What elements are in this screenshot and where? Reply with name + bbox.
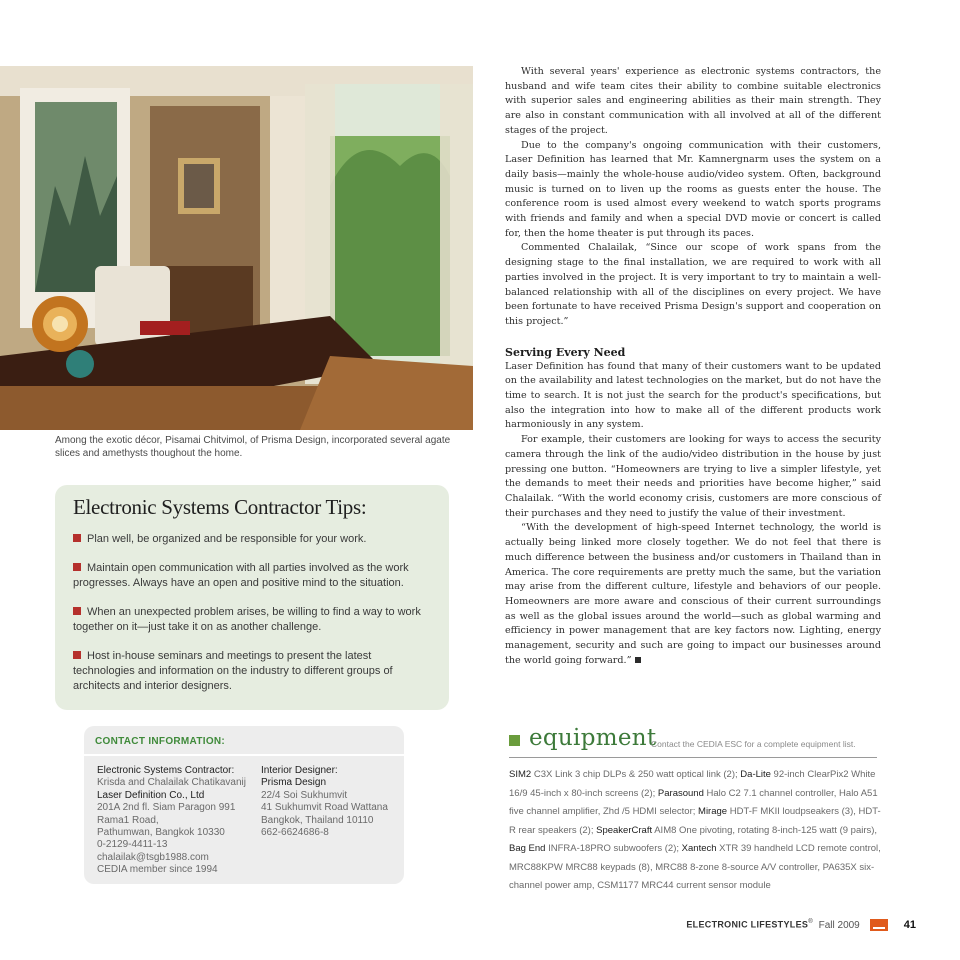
page-number: 41 — [903, 919, 916, 931]
contractor-email[interactable]: chalailak@tsgb1988.com — [97, 851, 209, 863]
equipment-text: Halo C2 7.1 channel controller, Halo A51 five channel amplifier, Zhd /5 HDMI selector; — [509, 787, 878, 817]
tips-title: Electronic Systems Contractor Tips: — [73, 495, 367, 519]
equipment-list — [509, 766, 881, 896]
brand-name: Bag End — [509, 843, 546, 854]
square-bullet-icon — [73, 651, 81, 659]
tip-text: Maintain open communication with all parties involved as the work progresses. Always have an open and positive mind to the situation. — [73, 562, 409, 589]
article-paragraph: With several years' experience as electronic systems contractors, the husband and wife team cites their ability to combine suitable electronics with superior sales and engineering abilities as their main strength. They are also in constant communication with all involved at all of the different stages of the project. — [505, 66, 881, 136]
magazine-title: ELECTRONIC LIFESTYLES — [686, 919, 809, 930]
contact-divider — [84, 754, 404, 756]
contractor-names: Krisda and Chalailak Chatikavanij — [97, 777, 246, 789]
tips-box — [55, 485, 449, 710]
article-paragraph — [505, 521, 881, 668]
contractor-address: 201A 2nd fl. Siam Paragon 991 — [97, 802, 236, 814]
tip-text: Host in-house seminars and meetings to present the latest technologies and information on the industry to different groups of architects and interior designers. — [73, 650, 393, 692]
equipment-subtitle: Contact the CEDIA ESC for a complete equipment list. — [651, 739, 856, 749]
square-bullet-icon — [509, 735, 520, 746]
equipment-title: equipment — [529, 725, 657, 751]
registered-mark: ® — [808, 919, 813, 926]
designer-company: Prisma Design — [261, 777, 327, 789]
designer-contact — [261, 765, 401, 839]
living-room-illustration — [0, 66, 473, 430]
designer-role: Interior Designer: — [261, 765, 338, 776]
article-paragraph: Laser Definition has found that many of their customers want to be updated on the availability and latest technologies on the market, but do not have the time to search. It is not just the search for the product's specifications, but also the integration into how to make all of the different products work harmoniously in any system. — [505, 360, 881, 431]
brand-name: SIM2 — [509, 769, 532, 780]
end-mark-icon — [635, 657, 641, 663]
brand-name: Parasound — [657, 787, 704, 799]
tip-item — [73, 532, 431, 547]
photo-caption: Among the exotic décor, Pisamai Chitvimol, of Prisma Design, incorporated several agate slices and amethysts thoughout the home. — [55, 435, 451, 459]
brand-name: Mirage — [698, 806, 728, 817]
designer-address: Bangkok, Thailand 10110 — [261, 814, 374, 826]
contractor-contact — [97, 765, 257, 877]
magazine-name — [686, 919, 812, 930]
equipment-text: XTR 39 handheld LCD remote control, MRC88KPW MRC88 keypads (8), MRC88 8-zone 8-source A/V controller, PA635X six-channel power amp, CSM1177 MRC44 current sensor module — [509, 843, 881, 891]
article-paragraph: Commented Chalailak, “Since our scope of work spans from the designing stage to the final installation, we are required to work with all parties involved in the project. It is very important to try to maintain a well-balanced relationship with all of the disciplines on every project. We have been fortunate to have received Prisma Design's support and cooperation on this project.” — [505, 242, 881, 327]
square-bullet-icon — [73, 534, 81, 542]
tip-item — [73, 605, 431, 635]
equipment-text: HDT-F MKII loudpseakers (3), HDT-R rear speakers (2); — [509, 806, 881, 836]
contractor-phone: 0-2129-4411-13 — [97, 839, 168, 851]
designer-address: 41 Sukhumvit Road Wattana — [261, 802, 388, 814]
living-room-photo — [0, 66, 473, 430]
equipment-text: 92-inch ClearPix2 White 16/9 45-inch x 80-inch screens (2); — [509, 769, 876, 799]
article-paragraph: For example, their customers are looking for ways to access the security camera through the link of the audio/video distribution in the house by just pressing one button. “Homeowners are trying to live a simpler lifestyle, yet the demands to meet their needs and priorities have become higher,” said Chalailak. “With the world economy crisis, customers are more conscious of their purchases and they need to justify the value of their investment. — [505, 434, 881, 519]
contractor-address: Pathumwan, Bangkok 10330 — [97, 827, 225, 839]
brand-name: Xantech — [681, 843, 717, 854]
contact-box — [84, 726, 404, 884]
equipment-text: INFRA-18PRO subwoofers (2); — [545, 843, 682, 854]
tip-item — [73, 649, 431, 694]
equipment-text: C3X Link 3 chip DLPs & 250 watt optical link (2); — [531, 769, 741, 780]
designer-phone: 662-6624686-8 — [261, 827, 329, 839]
tip-item — [73, 561, 431, 591]
designer-address: 22/4 Soi Sukhumvit — [261, 789, 348, 801]
contact-heading: CONTACT INFORMATION: — [95, 736, 226, 747]
article-paragraph: Due to the company's ongoing communication with their customers, Laser Definition has learned that Mr. Kamnergnarm uses the system on a daily basis—mainly the whole-house audio/video system. Often, background music is turned on to liven up the rooms as guests enter the house. The conference room is used almost every weekend to watch sports programs with friends and family and when a special DVD movie or concert is called for, then the home theater is put through its paces. — [505, 139, 881, 239]
equipment-text: AIM8 One pivoting, rotating 8-inch-125 watt (9 pairs), — [652, 824, 878, 836]
brand-name: SpeakerCraft — [596, 824, 653, 836]
contractor-membership: CEDIA member since 1994 — [97, 864, 218, 876]
section-heading: Serving Every Need — [505, 345, 626, 359]
tip-text: Plan well, be organized and be responsible for your work. — [87, 533, 367, 545]
article-paragraph-text: “With the development of high-speed Internet technology, the world is actually being linked more closely together. We do not feel that there is much difference between the business and/or customers in Thailand than in America. The core requirements are pretty much the same, but the variation may arise from the different culture, lifestyle and behaviors of our people. Homeowners are more aware and conscious of their current surroundings as well as the global issues around the world—such as global warming and efficiency in power management that are key factors now. Lighting, energy management, security and such are going to impact our businesses around the world going forward.” — [505, 522, 881, 666]
cedia-logo-icon — [870, 919, 888, 931]
page-footer — [686, 918, 916, 932]
brand-name: Da-Lite — [740, 769, 771, 780]
issue-season: Fall 2009 — [818, 919, 860, 931]
square-bullet-icon — [73, 607, 81, 615]
contractor-address: Rama1 Road, — [97, 814, 159, 826]
square-bullet-icon — [73, 563, 81, 571]
equipment-header — [509, 727, 877, 758]
article-body — [505, 65, 881, 668]
tip-text: When an unexpected problem arises, be willing to find a way to work together on it—just take it on as another challenge. — [73, 606, 421, 633]
contractor-company: Laser Definition Co., Ltd — [97, 789, 205, 801]
contractor-role: Electronic Systems Contractor: — [97, 765, 235, 776]
